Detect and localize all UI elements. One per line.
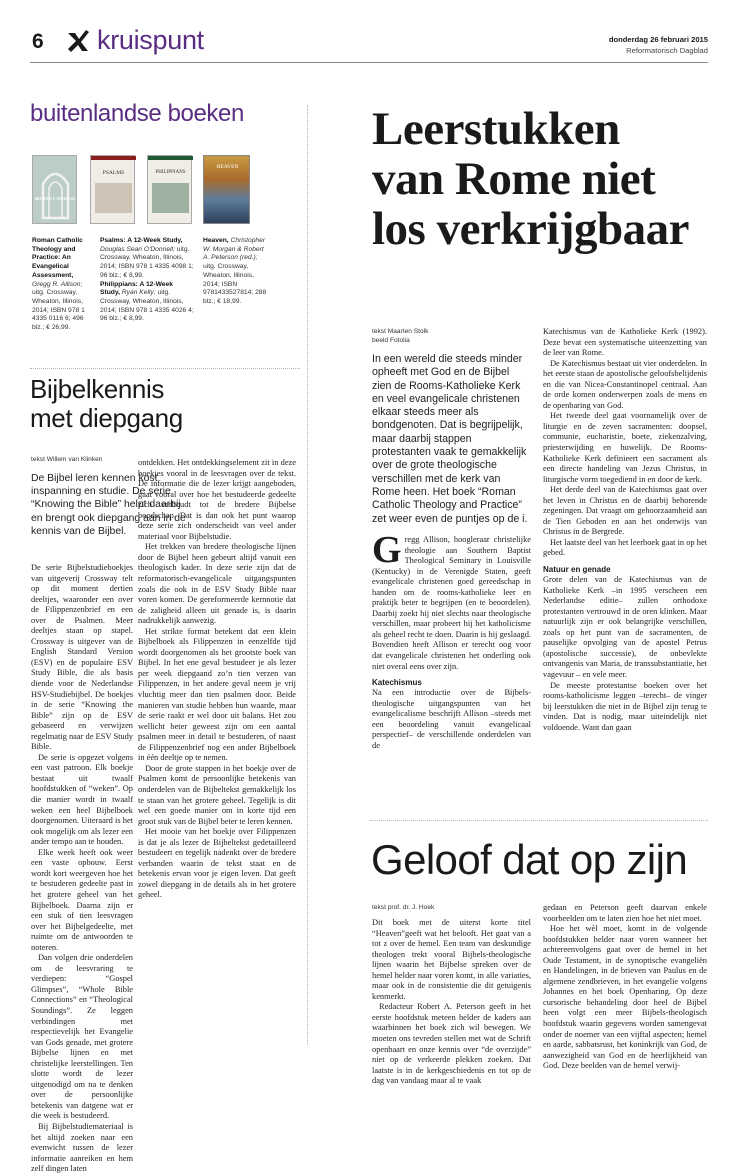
- paragraph: De Katechismus bestaat uit vier onderdelen. In het eerste staan de apostolische geloofsbelijdenis en die van Nicea-Constantinopel centraal. Aan de orde komen onderwerpen zoals de mens en de openbaring van God.: [543, 358, 707, 410]
- cover-label: HEAVEN: [216, 164, 239, 170]
- paragraph: Door de grote stappen in het boekje over de Psalmen komt de persoonlijke betekenis van onderdelen van de Bijbeltekst gemakkelijk los te staan van het grotere geheel. Tegelijk is dit wel een goede manier om in korte tijd een groot stuk van de Bijbel beter te leren kennen.: [138, 763, 296, 826]
- article-column: [372, 918, 531, 1087]
- paragraph: Het trekken van bredere theologische lijnen door de Bijbel heen gebeurt altijd vanuit een theologisch kader. In deze serie zijn dat de reformatorisch-evangelicale uitgangspunten zoals die ook in de ESV Study Bible naar voren komen. De gereformeerde kernnotie dat de zaligheid alleen uit genade is, is daarin nadrukkelijk aanwezig.: [138, 542, 296, 626]
- paragraph: De serie is opgezet volgens een vast patroon. Elk boekje bestaat uit twaalf hoofdstukken of “weken”. Op die manier wordt in twaalf weken een heel Bijbelboek doorgenomen. Uiteraard is het ook mogelijk om als lezer een ander tempo aan te houden.: [31, 752, 133, 847]
- paragraph: Dan volgen drie onderdelen om de leesvraring te verdiepen: “Gospel Glimpses”, “Whole Bible Connections” en “Theological Soundings”. Ze leggen verbindingen met respectievelijk het Evangelie van Gods genade, met grotere Bijbelse lijnen en met christelijke leerstellingen. Ten slotte wordt de lezer uitgenodigd om na te denken over de persoonlijke betekenis van datgene wat er die week is bestudeerd.: [31, 953, 133, 1121]
- lead-text: In een wereld die steeds minder opheeft met God en de Bijbel zien de Rooms-Katholieke Kerk en veel evangelicale christenen elkaar steeds meer als bondgenoten. Dat is begrijpelijk, maar daarbij stappen protestanten vaak te gemakkelijk over de grote theologische verschillen met de kerk van Rome heen. Het boek “Roman Catholic Theology and Practice” zet weer even de puntjes op de i.: [372, 353, 528, 525]
- book-details: uitg. Crossway, Wheaton, Illinois, 2014; ISBN 9781433527814; 288 blz.; € 18,99.: [203, 263, 267, 305]
- book-cover-philippians: [147, 155, 192, 224]
- paragraph: Grote delen van de Katechismus van de Katholieke Kerk –in 1995 verscheen een Nederlandse editie– zullen orthodoxe protestanten vertrouwd in de oren klinken. Maar natuurlijk zijn er ook belangrijke verschillen, zoals op het punt van de sacramenten, de pauselijke opvolging van de apostel Petrus (apostolische successie), de onbevlekte ontvangenis van Maria, de transsubstantiatie, het vagevuur – en vele meer.: [543, 575, 707, 679]
- photo-credit: beeld Fotolia: [372, 337, 410, 344]
- book-cover-roman-catholic: [32, 155, 77, 224]
- issue-date: donderdag 26 februari 2015: [608, 35, 708, 44]
- subheading: Katechismus: [372, 678, 422, 688]
- subheading: Natuur en genade: [543, 565, 611, 575]
- paragraph: Het derde deel van de Katechismus gaat over het leven in Christus en de daarbij behorende zegeningen. Dat vraagt om gehoorzaamheid aan de Tien Geboden en aan het onderwijs van Christus in de Bergrede.: [543, 485, 707, 537]
- paragraph: Na een introductie over de Bijbels-theologische uitgangspunten van het evangelicalisme beschrijft Allison –steeds met een beoordeling vanuit evangelicaal perspectief– de verschillende onderdelen van de: [372, 688, 531, 750]
- book-author: Ryan Kelly;: [121, 289, 156, 297]
- cover-label: PSALMS: [102, 170, 125, 176]
- foreign-books-heading: buitenlandse boeken: [30, 100, 244, 127]
- article-column: [543, 327, 707, 733]
- paragraph: Gregg Allison, hoogleraar christelijke theologie aan Southern Baptist Theological Seminary in Louisville (Kentucky) in de Verenigde Staten, geeft evangelicale christenen goed gereedschap in handen om de rooms-katholieke leer en praktijk beter te begrijpen (en te beoordelen). Daarbij zoekt hij niet slechts naar theologische verschillen, maar probeert hij het katholicisme als geheel recht te doen. Daarin is hij geslaagd. Bovendien heeft Allison er terecht oog voor dat evangelicale christenen het onderling ook niet overal eens over zijn.: [372, 529, 531, 671]
- book-author: Christopher W. Morgan & Robert A. Peterson (red.);: [203, 237, 266, 262]
- cover-label: ROMAN CATHOLIC: [35, 196, 76, 201]
- paragraph: De meeste protestantse boeken over het rooms-katholicisme leggen –terecht– de vinger bij leerstukken die niet in de Bijbel zijn terug te vinden. Dat is nodig, maar uiteindelijk niet voldoende. Want dan gaan: [543, 680, 707, 732]
- paragraph: Het laatste deel van het leerboek gaat in op het gebed.: [543, 537, 707, 558]
- paragraph: De serie Bijbelstudieboekjes van uitgeverij Crossway telt op dit moment dertien deeltjes, waaronder een over de Filippenzenbrief en een over de Psalmen. Meer deeltjes staan op stapel. Crossway is uitgever van de English Standard Version (ESV) en de populaire ESV Study Bible, die als basis diende voor de Nederlandse HSV-Studiebijbel. De boekjes in de serie “Knowing the Bible” zijn op de ESV gebaseerd en verwijzen regelmatig naar de ESV Study Bible.: [31, 563, 133, 752]
- paragraph: Hoe het wèl moet, komt in de volgende hoofdstukken helder naar voren wanneer het achtereenvolgens gaat over de hemel in het Oude Testament, in de synoptische evangeliën en Handelingen, in de brieven van Paulus en de algemene zendbrieven, in het evangelie volgens Johannes en het boek Openbaring. Op deze cursorische behandeling door heel de Bijbel heen volgt een meer Bijbels-theologisch hoofdstuk waarin gegevens worden samengevat onder de noemer van een vijftal aspecten; hemel en aarde, sabbatsrust, het koninkrijk van God, de aanwezigheid van God en de heerlijkheid van God. Deze beelden van de hemel verwij-: [543, 924, 707, 1071]
- book-cover-psalms: [90, 155, 135, 224]
- paragraph: Het tweede deel gaat voornamelijk over de liturgie en de zeven sacramenten: doopsel, communie, eucharistie, boete, ziekenzalving, priesterwijding en huwelijk. De Rooms-Katholieke Kerk definieert een sacrament als een directe handeling van Jezus Christus, in liturgische vorm toegediend in en door de kerk.: [543, 411, 707, 484]
- book-title: Psalms: A 12-Week Study,: [100, 237, 183, 244]
- book-details: uitg. Crossway, Wheaton, Illinois, 2014; ISBN 978 1 4335 0116 6; 496 blz.; € 26,99.: [32, 289, 85, 332]
- book-title: Roman Catholic Theology and Practice: An Evangelical Assessment,: [32, 237, 83, 279]
- section-title: kruispunt: [97, 25, 204, 55]
- article-column: [372, 529, 531, 751]
- paragraph: Het strikte format betekent dat een klein Bijbelboek als Filippenzen in eenzelfde tijd wordt doorgenomen als het grootste boek van Bijbel. In het ene geval bestudeer je als lezer per week diepgaand zo’n tien verzen van Filippenzen, in het andere geval neem je vrij vluchtig meer dan tien psalmen door. Beide manieren van studie hebben hun waarde, maar de serie raakt er wel door uit balans. Het zou wellicht beter geweest zijn om een aantal psalmen meer in detail te bestuderen, of naast de Filippenzenbrief nog een ander Bijbelboek in één deeltje op te nemen.: [138, 626, 296, 763]
- page-number: 6: [32, 30, 44, 53]
- paragraph: Katechismus van de Katholieke Kerk (1992). Deze bevat een systematische uiteenzetting van de leer van Rome.: [543, 327, 707, 358]
- headline-bijbelkennis: Bijbelkennis met diepgang: [30, 374, 183, 433]
- column-separator-vertical: [307, 105, 308, 1045]
- book-author: Douglas Sean O'Donnell;: [100, 245, 175, 253]
- book-title: Philippians: A 12-Week Study,: [100, 280, 173, 297]
- article-column: [138, 458, 296, 901]
- book-author: Gregg R. Allison;: [32, 280, 83, 288]
- article-column: [31, 563, 133, 1175]
- paragraph: gedaan en Peterson geeft daarvan enkele voorbeelden om te laten zien hoe het niet moet.: [543, 903, 707, 923]
- dropcap: G: [372, 529, 402, 571]
- separator-rome: [370, 820, 708, 821]
- header-rule: [30, 62, 708, 63]
- book-entry: [32, 237, 88, 333]
- article-column: [543, 903, 707, 1072]
- paragraph: ontdekken. Het ontdekkingselement zit in deze boekjes vooral in de leesvragen over de tekst. De informatie die de lezer krijgt aangeboden, gaat vooral over hoe het bestudeerde gedeelte zich verhoudt tot de bredere Bijbelse boodschap. Dat is dan ook het punt waarop deze serie zich onderscheidt van veel ander materiaal voor Bijbelstudie.: [138, 458, 296, 541]
- paragraph: Bij Bijbelstudiemateriaal is het altijd zoeken naar een evenwicht tussen de lezer informatie aanreiken en hem zelf dingen laten: [31, 1121, 133, 1174]
- paragraph: Redacteur Robert A. Peterson geeft in het eerste hoofdstuk meteen helder de kaders aan waarbinnen het boek zich wil bewegen. We moeten ons tevreden stellen met wat de Schrift openbaart en onze kennis over “de overzijde” niet op de verkeerde plekken zoeken. Dat laatste is in de kerkgeschiedenis en tot op de dag van vandaag maar al te vaak: [372, 1002, 531, 1086]
- byline: tekst prof. dr. J. Hoek: [372, 904, 435, 911]
- byline: tekst Willem van Klinken: [31, 456, 103, 463]
- book-entry: [203, 237, 269, 307]
- book-title: Heaven,: [203, 237, 229, 244]
- byline: tekst Maarten Stolk: [372, 328, 429, 335]
- paragraph: Het mooie van het boekje over Filippenzen is dat je als lezer de Bijbeltekst gedetailleerd bestudeert en tegelijk nadenkt over de bredere verbanden waarin de tekst staat en de betekenis ervan voor je eigen leven. Dat geeft zowel diepgang in de details als in het grotere geheel.: [138, 827, 296, 900]
- book-details: uitg. Crossway, Wheaton, Illinois, 2014; ISBN 978 1 4335 4026 4; 96 blz.; € 8,99.: [100, 289, 194, 323]
- headline-leerstukken: Leerstukken van Rome niet los verkrijgbaar: [372, 103, 690, 255]
- cover-label: PHILIPPIANS: [155, 170, 186, 175]
- newspaper-name: Reformatorisch Dagblad: [626, 46, 708, 55]
- book-entry: [100, 237, 194, 324]
- cross-logo-icon: [66, 30, 90, 52]
- paragraph: Elke week heeft ook weer een vaste opbouw. Eerst wordt kort weergeven hoe het te bestuderen gedeelte past in het grotere geheel van het Bijbelboek. Daarna zijn er een stuk of tien leesvragen over het Bijbelgedeelte, met ruimte om de antwoorden te noteren.: [31, 847, 133, 952]
- separator-books: [30, 368, 300, 369]
- paragraph: Dit boek met de uiterst korte titel “Heaven”geeft wat het belooft. Het gaat van a tot z over de hemel. Een team van deskundige theologen trekt vooral Bijbels-theologische lijnen waarin het Bijbelse spreken over de hemel helder naar voren komt, in alle variaties, maar ook in de consistentie die dit getuigenis kenmerkt.: [372, 918, 531, 1001]
- book-cover-heaven: [203, 155, 250, 224]
- headline-geloof: Geloof dat op zijn: [371, 836, 688, 883]
- book-details: uitg. Crossway, Wheaton, Illinois, 2014; ISBN 978 1 4335 4098 1; 96 blz.; € 8,99.: [100, 245, 194, 279]
- lead-text: De Bijbel leren kennen kost inspanning en studie. De serie “Knowing the Bible” helpt daarbij en brengt ook diepgang aan in de kennis van de Bijbel.: [31, 473, 186, 537]
